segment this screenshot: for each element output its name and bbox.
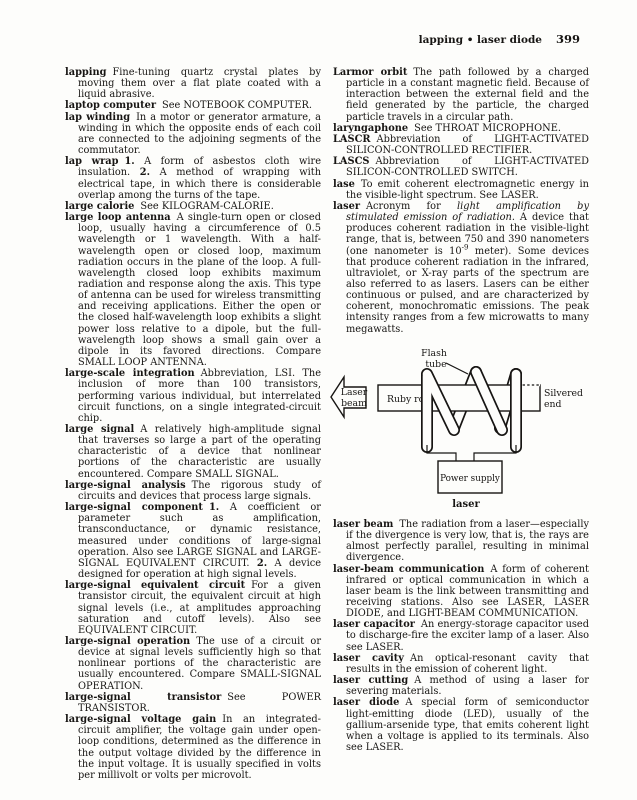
dictionary-entry — [65, 714, 321, 781]
entry-definition: See NOTEBOOK COMPUTER. — [162, 100, 313, 112]
entry-definition: For a given transistor circuit, the equivalent circuit at high signal levels (i.e., at amplitudes approaching saturation and cutoff levels). Also see EQUIVALENT CIRCUIT. — [78, 580, 321, 636]
page-number: 399 — [555, 32, 580, 46]
dictionary-entry — [333, 201, 589, 335]
power-wire-right — [474, 445, 516, 461]
entry-definition: To emit coherent electromagnetic energy in the visible-light spectrum. See LASER. — [346, 178, 589, 201]
dictionary-entry — [65, 580, 321, 636]
dictionary-entry — [65, 636, 321, 692]
power-supply-label: Power supply — [440, 473, 500, 484]
dictionary-entry — [333, 697, 589, 753]
entry-definition: Abbreviation, LSI. The inclusion of more than 100 transistors, performing various individual, but interrelated circuit functions, on a single integrated-circuit chip. — [78, 368, 321, 424]
dictionary-entry — [65, 201, 321, 212]
entry-definition: A method of using a laser for severing materials. — [346, 675, 589, 698]
entry-term: large loop antenna — [65, 212, 171, 224]
dictionary-entry — [65, 368, 321, 424]
dictionary-entry — [333, 619, 589, 652]
guide-words: lapping • laser diode — [418, 34, 542, 46]
dictionary-entry — [333, 653, 589, 675]
entry-definition: The rigorous study of circuits and devices that process large signals. — [78, 479, 321, 502]
entry-definition: The path followed by a charged particle in a constant magnetic field. Because of interaction between the external field and the field generated by the particle, the charged particle travels in a circular path. — [346, 67, 589, 123]
text-columns — [0, 46, 637, 781]
entry-definition: See THROAT MICROPHONE. — [414, 122, 562, 134]
right-column — [333, 67, 589, 781]
dictionary-entry — [333, 564, 589, 620]
dictionary-entry — [333, 519, 589, 564]
running-head — [0, 0, 637, 46]
dictionary-entry — [65, 480, 321, 502]
entry-definition: An energy-storage capacitor used to discharge-fire the exciter lamp of a laser. Also see LASER. — [346, 619, 589, 653]
dictionary-entry — [65, 424, 321, 480]
silvered-end-label-line1: Silvered — [544, 387, 583, 399]
entry-definition: In a motor or generator armature, a winding in which the opposite ends of each coil are connected to the adjoining segments of the commutator. — [78, 111, 321, 157]
dictionary-entry — [333, 675, 589, 697]
entry-definition: See KILOGRAM-CALORIE. — [140, 200, 274, 212]
entry-term: large-signal voltage gain — [65, 714, 217, 726]
entry-definition: Abbreviation of LIGHT-ACTIVATED SILICON-CONTROLLED RECTIFIER. — [346, 133, 589, 157]
entry-term: laser-beam communication — [333, 563, 485, 575]
laser-figure — [328, 346, 604, 510]
dictionary-entry — [333, 179, 589, 201]
dictionary-entry — [65, 212, 321, 368]
entry-definition: A relatively high-amplitude signal that traverses so large a part of the operating characteristic of a device that nonlinear portions of the characteristic are usually encountered. Compare SMALL SIGNAL. — [78, 424, 321, 480]
figure-caption: laser — [452, 498, 480, 510]
laser-beam-label-line1: Laser — [340, 386, 368, 398]
entry-term: LASCS — [333, 156, 370, 168]
entry-term: large-scale integration — [65, 368, 195, 380]
entry-definition: The radiation from a laser—especially if the divergence is very low, that is, the rays are almost perfectly parallel, resulting in minimal divergence. — [346, 518, 589, 564]
right-column-top-entries — [333, 67, 589, 335]
entry-term: large signal — [65, 424, 135, 435]
entry-term: LASCR — [333, 133, 371, 145]
entry-term: laser beam — [333, 518, 394, 530]
right-column-bottom-entries — [333, 519, 589, 753]
entry-definition: A form of coherent infrared or optical communication in which a laser beam is the link between transmitting and receiving stations. Also see LASER, LASER DIODE, and LIGHT-BEAM COMMUNICATION. — [346, 563, 589, 620]
entry-term: laser — [333, 200, 360, 212]
left-column — [65, 67, 321, 781]
dictionary-entry — [333, 156, 589, 178]
laser-diagram — [328, 346, 604, 496]
dictionary-entry — [333, 123, 589, 134]
entry-term: lap wrap — [65, 156, 119, 168]
entry-term: laser cutting — [333, 675, 409, 687]
dictionary-entry — [65, 100, 321, 111]
flash-tube-label-line2: tube — [425, 358, 447, 370]
entry-definition: A single-turn open or closed loop, usually having a circumference of 0.5 wavelength or 1 wavelength. With a half-wavelength open or closed loop, maximum radiation occurs in the plane of the loop. A full-wavelength closed loop exhibits maximum radiation and response along the axis. This type of antenna can be used for wireless transmitting and receiving applications. Either the open or the closed half-wavelength loop exhibits a slight power loss relative to a dipole, but the full-wavelength loop shows a small gain over a dipole in its favored directions. Compare SMALL LOOP ANTENNA. — [78, 212, 321, 369]
entry-definition: See POWER TRANSISTOR. — [78, 691, 321, 714]
entry-term: large-signal equivalent circuit — [65, 580, 246, 592]
entry-term: lapping — [65, 67, 107, 78]
dictionary-entry — [333, 67, 589, 123]
entry-definition: Fine-tuning quartz crystal plates by moving them over a flat plate coated with a liquid abrasive. — [78, 67, 321, 101]
entry-term: large-signal component — [65, 502, 203, 514]
entry-definition: The use of a circuit or device at signal levels sufficiently high so that nonlinear portions of the characteristic are usually encountered. Compare SMALL-SIGNAL OPERATION. — [78, 635, 322, 692]
silvered-end-label-line2: end — [544, 398, 562, 410]
entry-term: lap winding — [65, 111, 131, 123]
dictionary-entry — [65, 156, 321, 201]
entry-definition: 1. A form of asbestos cloth wire insulation. 2. A method of wrapping with electrical tape, in which there is considerable overlap among the turns of the tape. — [78, 156, 322, 201]
entry-term: lase — [333, 178, 355, 190]
dictionary-entry — [65, 112, 321, 157]
entry-term: large-signal analysis — [65, 479, 186, 491]
entry-definition: Acronym for light amplification by stimulated emission of radiation. A device that produces coherent radiation in the visible-light range, that is, between 750 and 390 nanometers (one nanometer is $10^{-9}$ meter). Some devices that produce coherent radiation in the infrared, ultraviolet, or X-ray parts of the spectrum are also referred to as lasers. Lasers can be either continuous or pulsed, and are characterized by coherent, monochromatic emissions. The peak intensity ranges from a few microwatts to many megawatts. — [346, 200, 589, 335]
entry-definition: 1. A coefficient or parameter such as amplification, transconductance, or dynamic resistance, measured under conditions of large-signal operation. Also see LARGE SIGNAL and LARGE-SIGNAL EQUIVALENT CIRCUIT. 2. A device designed for operation at high signal levels. — [78, 502, 321, 581]
entry-term: large-signal operation — [65, 635, 191, 647]
entry-definition: A special form of semiconductor light-emitting diode (LED), usually of the gallium-arsenide type, that emits coherent light when a voltage is applied to its terminals. Also see LASER. — [346, 697, 589, 754]
dictionary-entry — [65, 67, 321, 100]
entry-term: laser diode — [333, 697, 400, 709]
dictionary-entry — [333, 134, 589, 156]
entry-term: large calorie — [65, 200, 135, 212]
entry-term: large-signal transistor — [65, 691, 222, 703]
laser-beam-label-line2: beam — [341, 397, 367, 409]
dictionary-entry — [65, 502, 321, 580]
entry-term: laptop computer — [65, 100, 156, 112]
ruby-rod-label: Ruby rod — [387, 393, 431, 405]
flash-tube-label-line1: Flash — [421, 347, 447, 359]
entry-definition: Abbreviation of LIGHT-ACTIVATED SILICON-CONTROLLED SWITCH. — [346, 156, 589, 179]
entry-definition: An optical-resonant cavity that results in the emission of coherent light. — [346, 652, 589, 675]
flash-tube-leader-line — [446, 363, 468, 374]
dictionary-entry — [65, 692, 321, 714]
entry-term: laryngaphone — [333, 122, 409, 134]
entry-term: laser cavity — [333, 652, 404, 664]
entry-term: laser capacitor — [333, 619, 415, 631]
entry-definition: In an integrated-circuit amplifier, the voltage gain under open-loop conditions, determined as the difference in the output voltage divided by the difference in the input voltage. It is usually specified in volts per millivolt or volts per microvolt. — [78, 714, 321, 781]
entry-term: Larmor orbit — [333, 67, 408, 78]
